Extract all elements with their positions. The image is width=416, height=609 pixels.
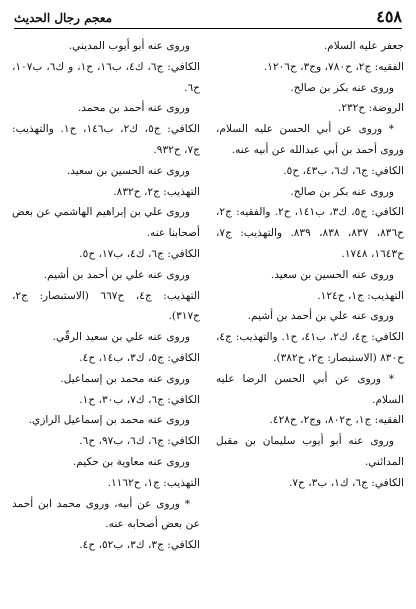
- text-line: وروى عنه أبو أيوب المديني.: [68, 40, 190, 52]
- text-line: جعفر عليه السلام.: [323, 40, 404, 52]
- text-line: الكافي: ج٥، ك٢، ب١٤٦، ح١. والتهذيب: ج٧، ح٩٣٢.: [12, 123, 200, 156]
- text-line: التهذيب: ج١، ح١١٦٢.: [107, 476, 200, 489]
- text-line: وروى عنه علي بن أحمد بن أشيم.: [43, 268, 190, 281]
- text-line: الكافي: ج٥، ك٣، ب١٤١، ح٢. والفقيه: ج٢، ح٨٣٦، ٨٣٧، ٨٣٨، ٨٣٩. والتهذيب: ج٧، ح١٦٤٣، ١٧٤٨.: [216, 206, 404, 260]
- text-line: * وروى عن أبي الحسن الرضا عليه السلام.: [216, 372, 404, 406]
- text-line: وروى عنه محمد بن إسماعيل الرازي.: [28, 414, 190, 427]
- text-line: وروى عنه الحسين بن سعيد.: [270, 268, 394, 281]
- text-line: وروى عنه أحمد بن محمد.: [77, 102, 190, 115]
- text-line: وروى عنه علي بن سعيد الرقّي.: [52, 331, 190, 344]
- text-line: * وروى عن أبيه، وروى محمد ابن أحمد عن بعض أصحابه عنه.: [12, 497, 200, 531]
- text-line: التهذيب: ج١، ح١٢٤.: [317, 289, 404, 302]
- text-line: وروى علي بن إبراهيم الهاشمي عن بعض أصحابنا عنه.: [12, 206, 200, 240]
- text-line: الكافي: ج٦، ك٤، ب١٧، ح٥.: [79, 247, 200, 260]
- text-line: الكافي: ج٤، ك٢، ب٤١، ح١. والتهذيب: ج٤، ح٨٣٠ (الاستبصار: ج٢، ح٣٨٢).: [216, 331, 404, 364]
- text-line: الكافي: ج٦، ك٧، ب٣٠، ح١.: [79, 393, 200, 406]
- running-book-title: معجم رجال الحديث: [14, 11, 113, 25]
- right-column: [216, 36, 404, 603]
- text-line: التهذيب: ج٤، ح٦٦٧ (الاستبصار: ج٢، ح٣١٧).: [12, 289, 201, 323]
- text-line: الكافي: ج٦، ك٤، ب١٦، ح١، و ك٦، ب١٠٧، ح٦.: [12, 60, 201, 94]
- text-line: وروى عنه معاوية بن حكيم.: [72, 455, 190, 468]
- text-line: وروى عنه محمد بن إسماعيل.: [60, 372, 190, 385]
- text-line: وروى عنه بكر بن صالح.: [290, 81, 394, 94]
- page-number: ٤٥٨: [376, 7, 402, 26]
- text-line: وروى عنه الحسين بن سعيد.: [66, 164, 190, 177]
- text-line: * وروى عن أبي الحسن عليه السلام، وروى أحمد بن أبي عبدالله عن أبيه عنه.: [216, 123, 404, 156]
- text-line: الروضة: ح٢٣٢.: [337, 102, 404, 115]
- text-line: الكافي: ج٦، ك١، ب٣، ح٧.: [288, 476, 404, 489]
- text-line: الكافي: ج٦، ك٦، ب٤٣، ح٥.: [283, 164, 404, 177]
- text-line: الفقيه: ج١، ح٨٠٢، وج٢، ح٤٢٨.: [269, 414, 404, 427]
- text-line: الفقيه: ج٢، ح٧٨٠، وج٣، ح١٢٠٦.: [263, 60, 404, 73]
- page-header: [14, 6, 402, 29]
- text-line: الكافي: ج٥، ك٣، ب١٤، ح٤.: [79, 351, 200, 364]
- text-line: وروى عنه علي بن أحمد بن أشيم.: [247, 310, 394, 323]
- text-line: التهذيب: ج٢، ح٨٣٢.: [113, 185, 200, 198]
- text-line: الكافي: ج٣، ك٣، ب٥٢، ح٤.: [79, 539, 200, 552]
- text-line: وروى عنه بكر بن صالح.: [290, 185, 394, 198]
- text-line: وروى عنه أبو أيوب سليمان بن مقبل المدائني.: [216, 435, 404, 468]
- left-column: [12, 36, 200, 603]
- text-line: الكافي: ج٦، ك٦، ب٩٧، ح٦.: [79, 435, 200, 448]
